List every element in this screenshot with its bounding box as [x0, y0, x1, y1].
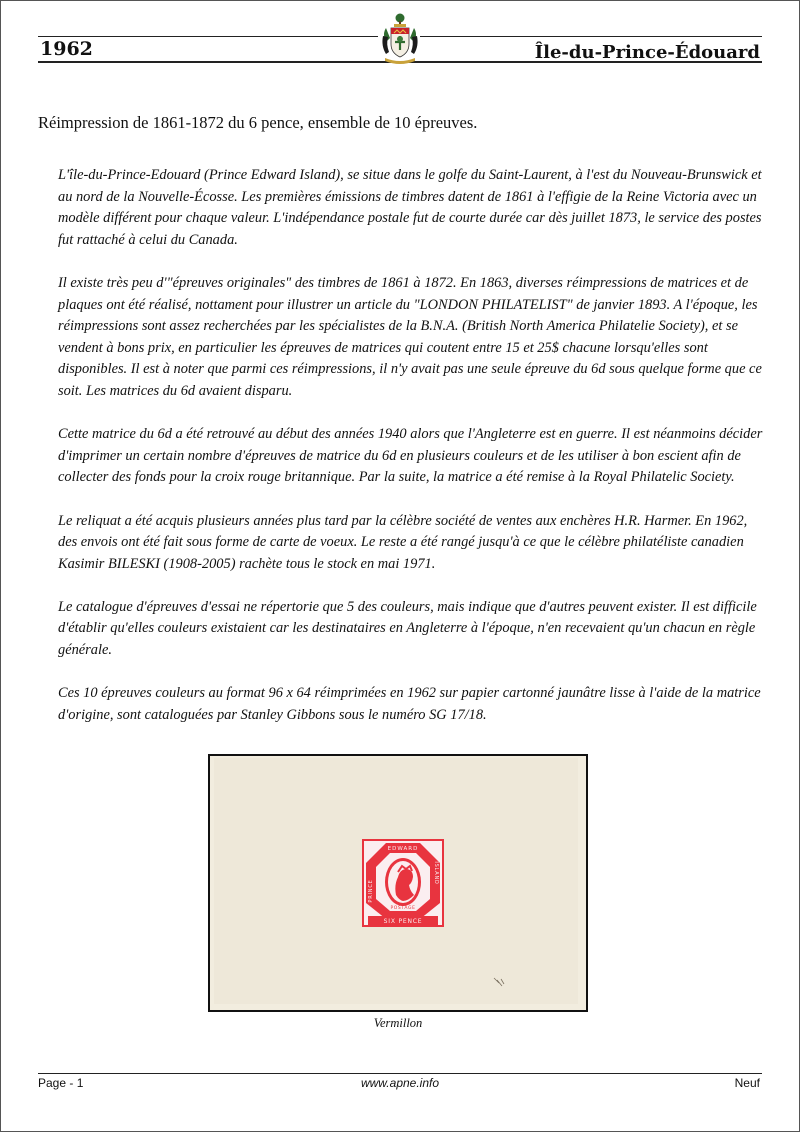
proof-image	[208, 754, 588, 1012]
header-title: Île-du-Prince-Édouard	[534, 42, 760, 63]
paragraph: Le catalogue d'épreuves d'essai ne répertorie que 5 des couleurs, mais indique que d'autres peuvent exister. Il est difficile d'établir qu'elles couleurs existaient car les destinataires en Angleterre à l'époque, n'en recevaient qu'un chacun en règle générale.	[58, 598, 757, 659]
footer-website: www.apne.info	[360, 1076, 440, 1090]
paragraph: Cette matrice du 6d a été retrouvé au début des années 1940 alors que l'Angleterre est en guerre. Il est néanmoins décider d'imprimer un certain nombre d'épreuves de matrice du 6d en plusieurs couleurs et de les utiliser à bon escient afin de collecter des fonds pour la croix rouge britannique. Par la suite, la matrice a été remise à la Royal Philatelic Society.	[58, 426, 763, 486]
paper-mark	[492, 976, 506, 988]
header-rule-right	[420, 36, 762, 37]
paragraph: L'île-du-Prince-Edouard (Prince Edward Island), se situe dans le golfe du Saint-Laurent, à l'est du Nouveau-Brunswick et au nord de la Nouvelle-Écosse. Les premières émissions de timbres datent de 1861 à l'effigie de la Reine Victoria avec un modèle différent pour chaque valeur. L'indépendance postale fut de courte durée car dès juillet 1873, le service des postes fut rattaché à celui du Canada.	[58, 167, 762, 248]
body-text	[58, 165, 770, 748]
paragraph: Le reliquat a été acquis plusieurs années plus tard par la célèbre société de ventes aux enchères H.R. Harmer. En 1962, des envois ont été fait sous forme de carte de voeux. Le reste a été rangé jusqu'à ce que le célèbre philatéliste canadien Kasimir BILESKI (1908-2005) rachète tous le stock en mai 1971.	[58, 512, 748, 572]
page-subtitle: Réimpression de 1861-1872 du 6 pence, ensemble de 10 épreuves.	[38, 113, 478, 132]
stamp-proof	[362, 839, 444, 927]
stamp-top-text: EDWARD	[387, 846, 419, 852]
stamp-inner-text: POSTAGE	[390, 906, 416, 911]
image-caption: Vermillon	[373, 1016, 423, 1030]
proof-card	[214, 758, 578, 1004]
stamp-left-text: PRINCE	[368, 879, 374, 903]
footer-rule	[38, 1073, 762, 1074]
coat-of-arms-icon	[380, 12, 420, 64]
footer-status: Neuf	[734, 1076, 760, 1090]
header-rule-left	[38, 36, 378, 37]
stamp-right-text: ISLAND	[433, 861, 439, 885]
header-year: 1962	[40, 38, 93, 60]
paragraph: Ces 10 épreuves couleurs au format 96 x 64 réimprimées en 1962 sur papier cartonné jaunâtre lisse à l'aide de la matrice d'origine, sont cataloguées par Stanley Gibbons sous le numéro SG 17/18.	[58, 685, 761, 723]
footer-page-number: Page - 1	[38, 1076, 84, 1090]
stamp-value-text: SIX PENCE	[383, 918, 423, 925]
paragraph: Il existe très peu d'"épreuves originales" des timbres de 1861 à 1872. En 1863, diverses réimpressions de matrices et de plaques ont été réalisé, nottament pour illustrer un article du "LONDON PHILATELIST" de janvier 1893. A l'époque, les réimpressions sont assez recherchées par les spécialistes de la B.N.A. (British North America Philatelie Society), et se vendent à bons prix, en particulier les épreuves de matrices qui coutent entre 15 et 25$ chacune lorsqu'elles sont disponibles. Il est à noter que parmi ces réimpressions, il n'y avait pas une seule épreuve du 6d sous quelque forme que ce soit. Les matrices du 6d avaient disparu.	[58, 274, 762, 399]
